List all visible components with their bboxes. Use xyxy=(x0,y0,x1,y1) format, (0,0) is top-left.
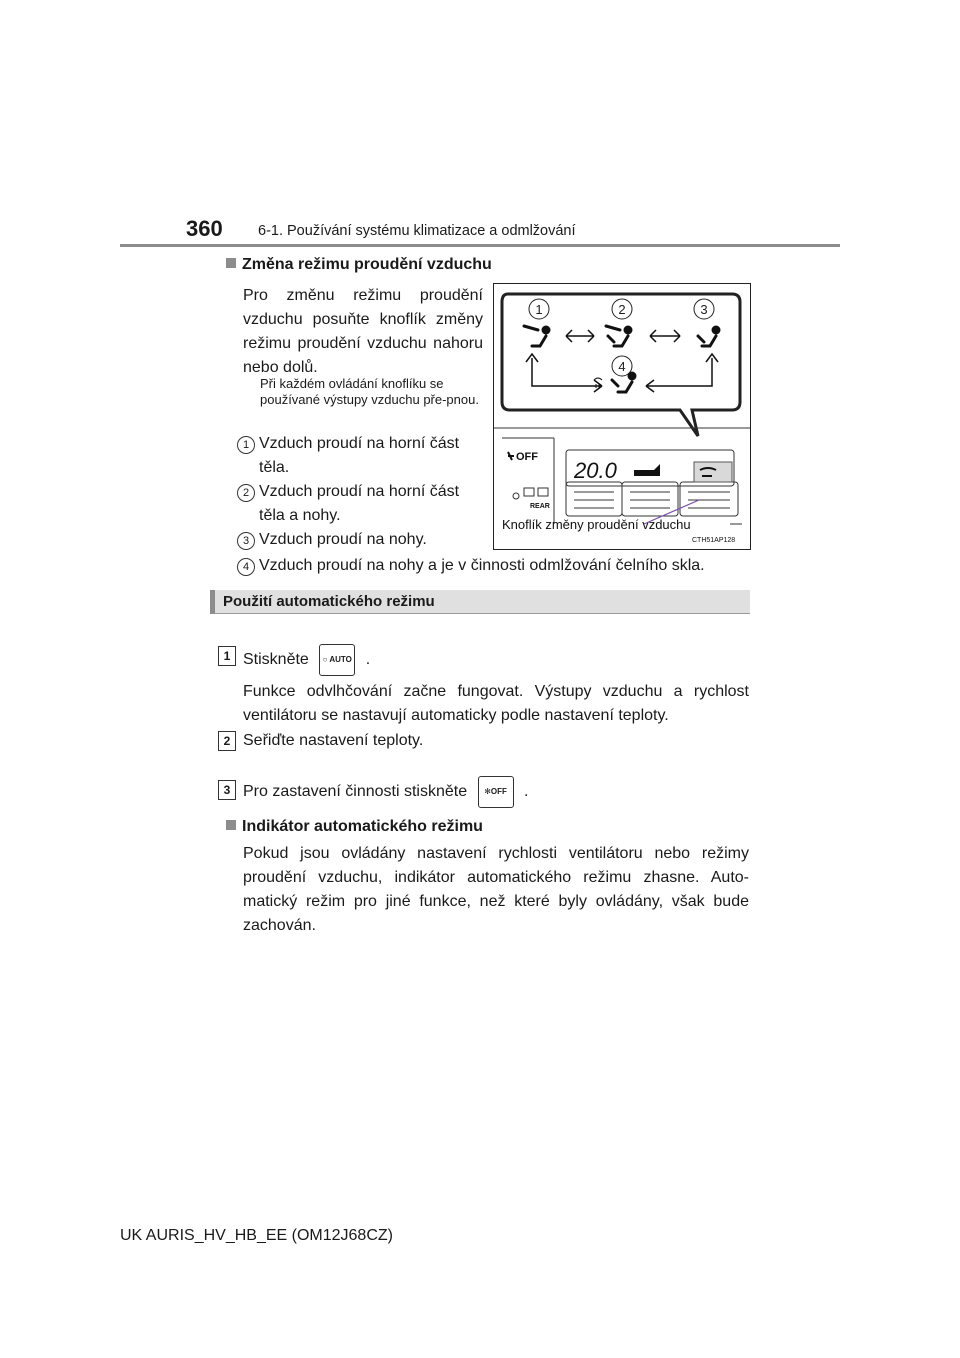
airflow-illustration xyxy=(494,284,750,549)
fig-caption: Knoflík změny proudění vzduchu xyxy=(502,517,691,532)
step-number-2: 2 xyxy=(218,731,236,751)
indicator-text: Pokud jsou ovládány nastavení rychlosti ventilátoru nebo režimy proudění vzduchu, indikátor automatického režimu zhasne. Auto-matický režim pro jiné funkce, než které byly ovládány, však bude zachován. xyxy=(243,845,749,934)
fig-display-temp: 20.0 xyxy=(574,458,617,483)
auto-button-icon: ○ AUTO xyxy=(319,644,355,676)
section-heading-airflow: Změna režimu proudění vzduchu xyxy=(226,256,492,274)
fig-callout-3: 3 xyxy=(700,302,708,317)
callout-4: 4 xyxy=(237,558,255,576)
fig-callout-2: 2 xyxy=(618,302,626,317)
fig-rear-label: REAR xyxy=(530,503,550,510)
fig-code: CTH51AP128 xyxy=(692,537,736,544)
airflow-item-1: 1 Vzduch proudí na horní část těla. xyxy=(259,432,481,480)
airflow-item-4: 4 Vzduch proudí na nohy a je v činnosti odmlžování čelního skla. xyxy=(259,554,749,578)
step-number-3: 3 xyxy=(218,780,236,800)
airflow-item-3: 3 Vzduch proudí na nohy. xyxy=(259,528,481,552)
section-banner-auto: Použití automatického režimu xyxy=(210,590,750,614)
airflow-figure xyxy=(493,283,751,550)
page-number: 360 xyxy=(186,216,223,241)
airflow-note: Při každém ovládání knoflíku se používané výstupy vzduchu pře-pnou. xyxy=(260,376,479,407)
step-1-text: Stiskněte ○ AUTO . xyxy=(243,644,370,676)
step-2-text: Seřiďte nastavení teploty. xyxy=(243,732,424,749)
section-heading-indicator: Indikátor automatického režimu xyxy=(226,818,483,836)
fig-callout-4: 4 xyxy=(618,359,626,374)
airflow-item-2: 2 Vzduch proudí na horní část těla a nohy. xyxy=(259,480,481,528)
square-bullet-icon xyxy=(226,820,236,830)
chapter-title: 6-1. Používání systému klimatizace a odmlžování xyxy=(258,223,576,239)
airflow-intro: Pro změnu režimu proudění vzduchu posuňte knoflík změny režimu proudění vzduchu nahoru nebo dolů. xyxy=(243,287,483,376)
step-number-1: 1 xyxy=(218,646,236,666)
fan-off-button-icon: ✻OFF xyxy=(478,776,514,808)
footer-code: UK AURIS_HV_HB_EE (OM12J68CZ) xyxy=(120,1227,393,1244)
fig-off-label: OFF xyxy=(516,451,538,463)
callout-3: 3 xyxy=(237,532,255,550)
square-bullet-icon xyxy=(226,258,236,268)
step-1-detail: Funkce odvlhčování začne fungovat. Výstupy vzduchu a rychlost ventilátoru se nastavují automaticky podle nastavení teploty. xyxy=(243,683,749,724)
callout-2: 2 xyxy=(237,484,255,502)
step-3-text: Pro zastavení činnosti stiskněte ✻OFF . xyxy=(243,776,528,808)
fig-callout-1: 1 xyxy=(535,302,543,317)
callout-1: 1 xyxy=(237,436,255,454)
header-rule xyxy=(120,244,840,247)
